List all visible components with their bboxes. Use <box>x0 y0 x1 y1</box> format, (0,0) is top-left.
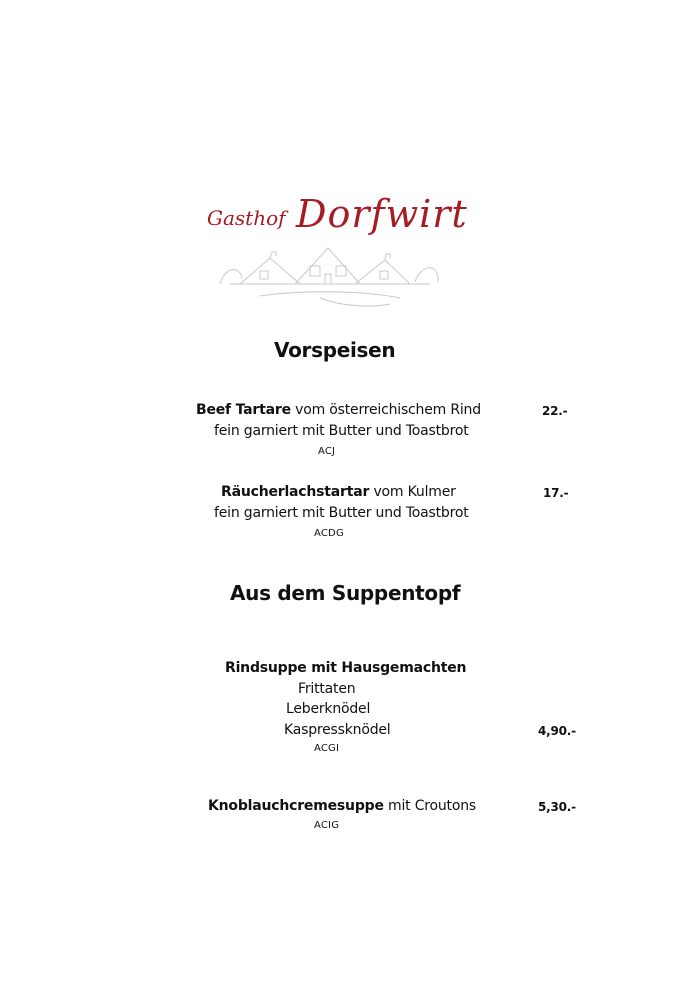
logo-gasthof-text: Gasthof <box>207 206 286 230</box>
soup-option-frittaten: Frittaten <box>298 681 356 697</box>
allergen-codes: ACIG <box>314 820 340 831</box>
logo-dorfwirt-text: Dorfwirt <box>296 192 468 236</box>
menu-item-beef-tartare <box>196 402 481 418</box>
allergen-codes: ACGI <box>314 743 340 754</box>
item-price: 5,30.- <box>538 800 576 814</box>
section-title-suppentopf: Aus dem Suppentopf <box>230 581 461 605</box>
soup-option-leberknoedel: Leberknödel <box>286 701 371 717</box>
item-price: 22.- <box>542 404 568 418</box>
item-description: vom österreichischem Rind <box>295 402 481 418</box>
menu-item-raeucherlachstartar <box>221 484 456 500</box>
item-detail: fein garniert mit Butter und Toastbrot <box>214 505 469 521</box>
item-name: Räucherlachstartar <box>221 484 370 500</box>
section-title-vorspeisen: Vorspeisen <box>274 338 396 362</box>
menu-item-knoblauchcremesuppe <box>208 798 476 814</box>
item-detail: fein garniert mit Butter und Toastbrot <box>214 423 469 439</box>
item-description: vom Kulmer <box>373 484 456 500</box>
allergen-codes: ACJ <box>318 446 336 457</box>
item-price: 17.- <box>543 486 569 500</box>
item-name: Beef Tartare <box>196 402 291 418</box>
restaurant-logo <box>200 186 468 312</box>
allergen-codes: ACDG <box>314 528 344 539</box>
item-price: 4,90.- <box>538 724 576 738</box>
soup-option-kaspressknoedel: Kaspressknödel <box>284 722 391 738</box>
item-name: Rindsuppe mit Hausgemachten <box>225 660 467 676</box>
menu-item-rindsuppe <box>225 660 466 676</box>
item-name: Knoblauchcremesuppe <box>208 798 384 814</box>
item-description: mit Croutons <box>388 798 476 814</box>
